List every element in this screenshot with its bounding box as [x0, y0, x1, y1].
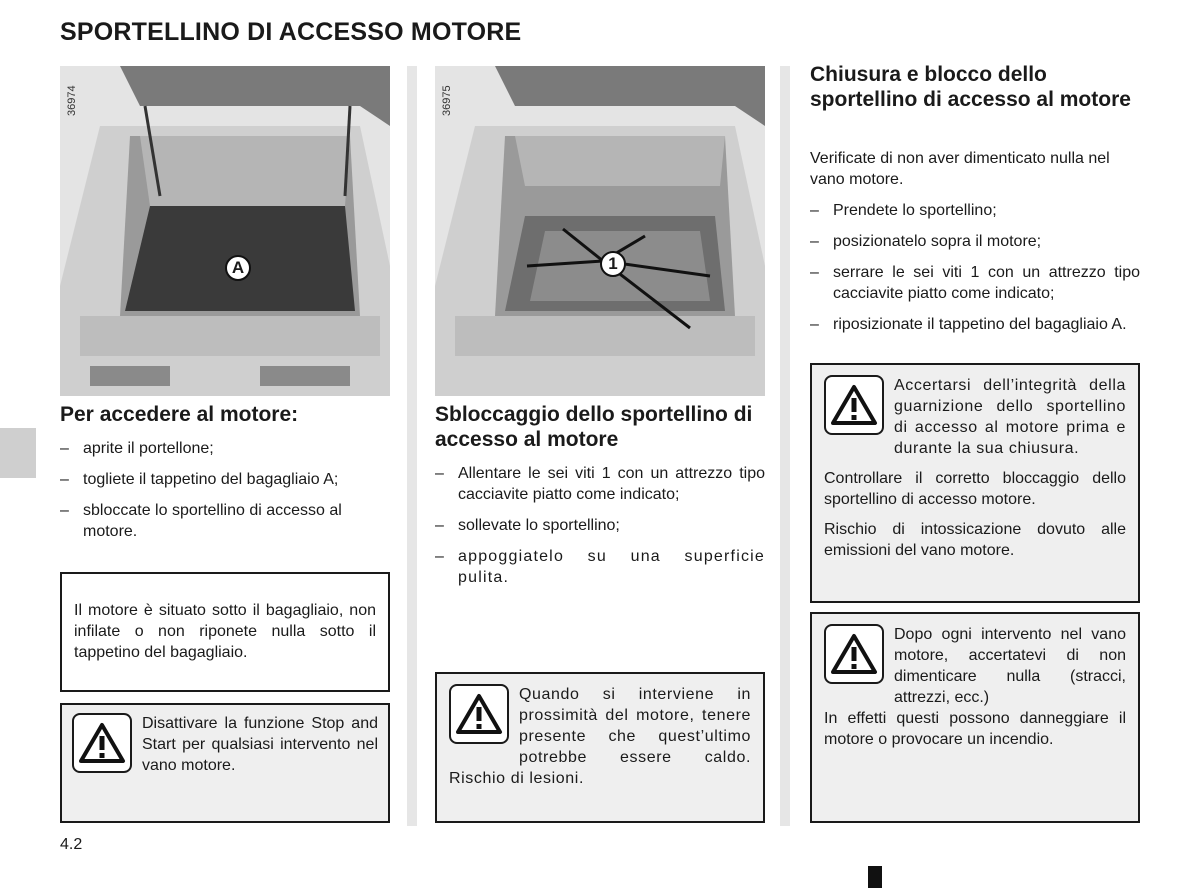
warning-triangle-icon: [449, 684, 509, 744]
page-title: SPORTELLINO DI ACCESSO MOTORE: [60, 18, 522, 46]
warning-box-seal: [810, 363, 1140, 603]
warning-triangle-icon: [824, 375, 884, 435]
warning-paragraph: In effetti questi possono danneggiare il motore o provocare un incendio.: [824, 710, 1126, 748]
list-item: – serrare le sei viti 1 con un attrezzo tipo cacciavite piatto come indicato;: [810, 262, 1140, 304]
list-item: – Allentare le sei viti 1 con un attrezzo tipo cacciavite piatto come indicato;: [435, 463, 765, 505]
unlock-steps-list: [435, 463, 765, 598]
info-note-box: [60, 572, 390, 692]
list-item: – posizionatelo sopra il motore;: [810, 231, 1140, 252]
figure-number: 36975: [441, 85, 453, 116]
closing-intro: Verificate di non aver dimenticato nulla nel vano motore.: [810, 150, 1110, 188]
section-heading-unlock: Sbloccaggio dello sportellino di accesso al motore: [435, 403, 753, 451]
section-heading-closing: Chiusura e blocco dello sportellino di accesso al motore: [810, 63, 1131, 111]
trunk-photo: [60, 66, 390, 396]
warning-triangle-icon: [72, 713, 132, 773]
column-divider: [780, 66, 790, 826]
trunk-illustration: [60, 66, 390, 396]
engine-hatch-illustration: [435, 66, 765, 396]
warning-paragraph: Controllare il corretto bloccaggio dello sportellino di accesso motore.: [824, 470, 1126, 508]
page-number: 4.2: [60, 836, 83, 853]
list-item: [60, 469, 390, 490]
warning-text: Disattivare la funzione Stop and Start per qualsiasi intervento nel vano motore.: [142, 715, 378, 774]
list-item: – appoggiatelo su una superficie pulita.: [435, 546, 765, 588]
callout-1: 1: [600, 251, 626, 277]
warning-triangle-icon: [824, 624, 884, 684]
list-item: – sbloccate lo sportellino di accesso al motore.: [60, 500, 390, 542]
callout-a: A: [225, 255, 251, 281]
warning-paragraph: Accertarsi dell’integrità della guarnizione dello sportellino di accesso al motore prima e durante la sua chiusura.: [894, 377, 1126, 457]
warning-paragraph: Rischio di intossicazione dovuto alle emissioni del vano motore.: [824, 521, 1126, 559]
section-heading-access: Per accedere al motore:: [60, 403, 299, 426]
list-item: – aprite il portellone;: [60, 438, 390, 459]
engine-hatch-photo: [435, 66, 765, 396]
figure-number: 36974: [66, 85, 78, 116]
warning-box-forgotten-items: [810, 612, 1140, 823]
note-text: Il motore è situato sotto il bagagliaio, non infilate o non riponete nulla sotto il tappetino del bagagliaio.: [74, 602, 376, 661]
chapter-thumb-tab: [0, 428, 36, 478]
warning-box-stop-start: [60, 703, 390, 823]
print-corner-mark: [868, 866, 882, 888]
list-item: – riposizionate il tappetino del bagagliaio A.: [810, 314, 1140, 335]
warning-box-hot-engine: [435, 672, 765, 823]
closing-steps-list: [810, 200, 1140, 345]
list-item: – sollevate lo sportellino;: [435, 515, 765, 536]
list-item: – Prendete lo sportellino;: [810, 200, 1140, 221]
warning-paragraph: Dopo ogni intervento nel vano motore, accertatevi di non dimenticare nulla (stracci, attrezzi, ecc.): [894, 626, 1126, 706]
access-steps-list: [60, 438, 390, 552]
step-text: togliete il tappetino del bagagliaio A;: [83, 471, 339, 488]
warning-text: Quando si interviene in prossimità del motore, tenere presente che quest’ultimo potrebbe essere caldo. Rischio di lesioni.: [449, 686, 751, 787]
column-divider: [407, 66, 417, 826]
